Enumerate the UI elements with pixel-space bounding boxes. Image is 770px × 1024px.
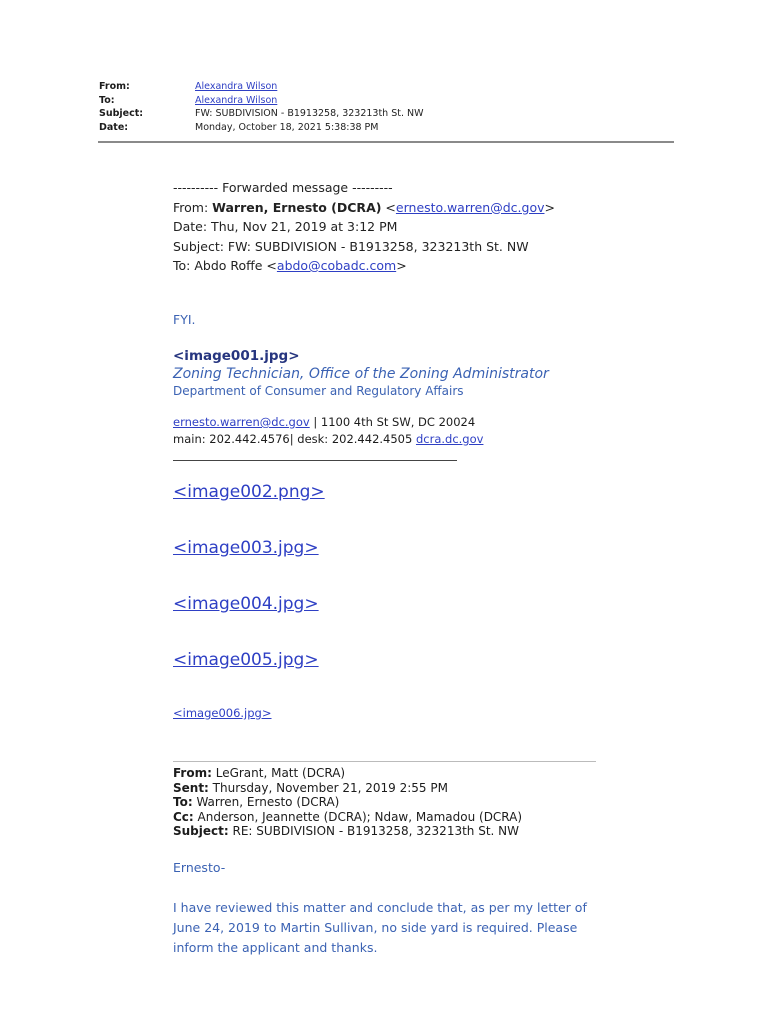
signature-phone-line [173,431,483,448]
forwarded-to-prefix: To: Abdo Roffe < [173,258,277,273]
original-cc-line [173,810,522,825]
forwarded-date-line: Date: Thu, Nov 21, 2019 at 3:12 PM [173,219,398,234]
signature-underline [173,460,457,461]
forwarded-message-header [173,178,555,276]
image003-link[interactable]: <image003.jpg> [173,538,319,558]
header-subject-row [99,107,424,121]
original-subject-line [173,824,522,839]
original-cc-value: Anderson, Jeannette (DCRA); Ndaw, Mamadou (DCRA) [193,809,523,824]
image005-link[interactable]: <image005.jpg> [173,650,319,670]
signature-address: | 1100 4th St SW, DC 20024 [309,415,476,429]
header-from-row [99,80,424,94]
forwarded-to-email-link[interactable]: abdo@cobadc.com [276,258,397,273]
header-from-link[interactable]: Alexandra Wilson [195,81,278,92]
header-to-link[interactable]: Alexandra Wilson [195,94,278,106]
forwarded-banner: ---------- Forwarded message --------- [173,180,393,195]
original-message-divider [173,761,596,762]
header-date-row [99,121,424,135]
original-cc-label: Cc: [173,809,194,824]
forwarded-to-suffix: > [396,258,407,273]
signature-email-link[interactable]: ernesto.warren@dc.gov [173,415,310,429]
original-message-header [173,766,522,839]
signature-title: Zoning Technician, Office of the Zoning Administrator [173,366,549,382]
forwarded-from-email-link[interactable]: ernesto.warren@dc.gov [395,199,545,215]
forwarded-to-line [173,256,555,276]
header-subject-label: Subject: [99,108,144,119]
original-sent-label: Sent: [173,780,209,795]
original-sent-line [173,781,522,796]
fyi-text: FYI. [173,312,196,327]
header-date-label: Date: [99,121,129,133]
image004-link[interactable]: <image004.jpg> [173,594,319,614]
original-to-value: Warren, Ernesto (DCRA) [192,795,340,810]
forwarded-from-name: Warren, Ernesto (DCRA) [212,199,382,215]
original-from-line [173,766,522,781]
image002-link[interactable]: <image002.png> [173,482,325,502]
message-body: I have reviewed this matter and conclude that, as per my letter of June 24, 2019 to Martin Sullivan, no side yard is required. Please inform the applicant and thanks. [173,900,587,955]
original-from-label: From: [173,766,212,780]
email-header [99,80,424,134]
forwarded-subject-line: Subject: FW: SUBDIVISION - B1913258, 323213th St. NW [173,238,529,254]
header-to-label: To: [99,94,115,106]
signature-phones: main: 202.442.4576| desk: 202.442.4505 [173,432,416,446]
signature-email-line [173,414,483,431]
header-date-value: Monday, October 18, 2021 5:38:38 PM [195,121,379,133]
header-to-row [99,94,424,108]
signature-contact [173,414,483,448]
original-to-line [173,795,522,810]
header-divider [98,141,674,143]
header-subject-value: FW: SUBDIVISION - B1913258, 323213th St. NW [195,108,424,119]
message-greeting: Ernesto- [173,860,226,875]
original-subject-label: Subject: [173,824,229,839]
original-from-value: LeGrant, Matt (DCRA) [211,766,346,780]
signature-department: Department of Consumer and Regulatory Affairs [173,384,464,398]
forwarded-from-line: From: Warren, Ernesto (DCRA) <ernesto.warren@dc.gov> [173,199,555,215]
original-sent-value: Thursday, November 21, 2019 2:55 PM [208,780,448,795]
forwarded-from-prefix: From: [173,199,213,215]
image006-link[interactable]: <image006.jpg> [173,706,272,720]
original-subject-value: RE: SUBDIVISION - B1913258, 323213th St. NW [228,824,520,839]
signature-website-link[interactable]: dcra.dc.gov [415,432,484,446]
original-to-label: To: [173,795,193,810]
signature-image-placeholder: <image001.jpg> [173,348,300,364]
header-from-label: From: [99,81,130,92]
